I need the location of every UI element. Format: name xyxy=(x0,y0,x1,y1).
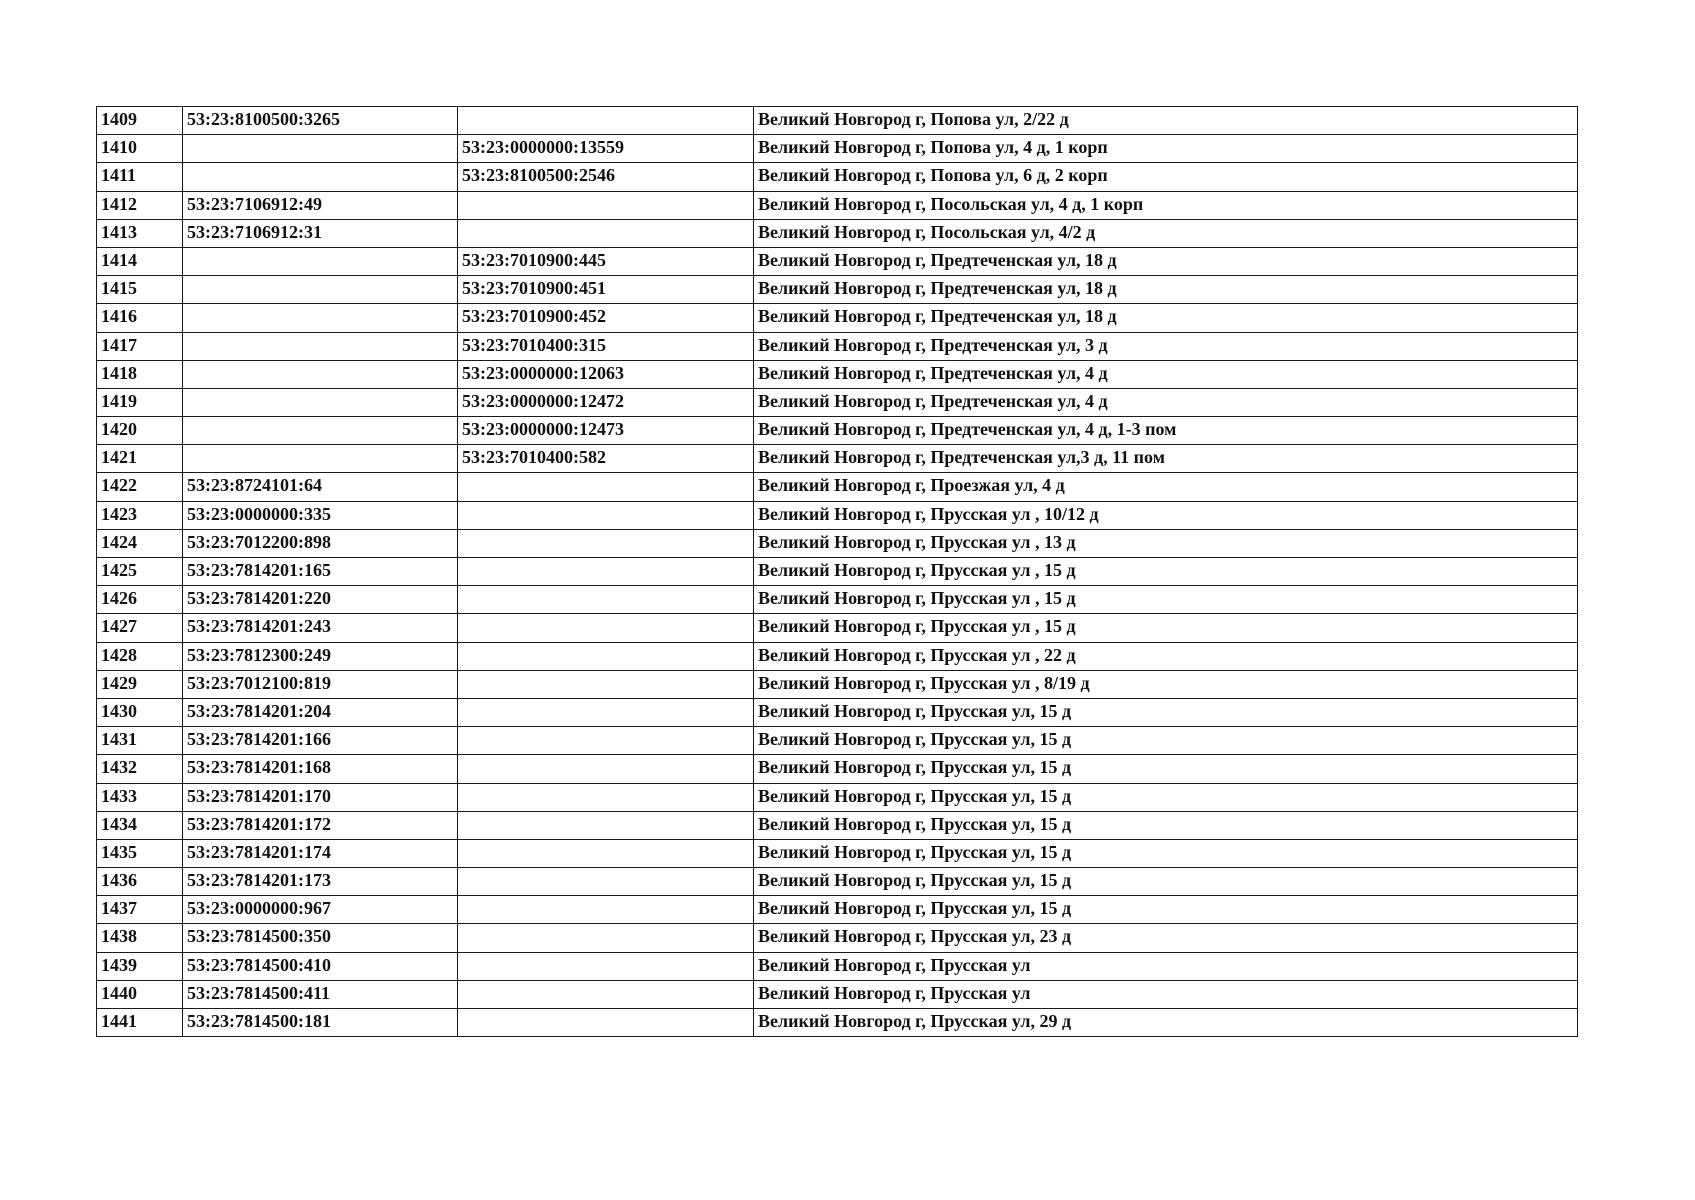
table-row xyxy=(97,501,1578,529)
row-number-cell: 1436 xyxy=(97,868,183,896)
cadastral-number-alt-cell: 53:23:7010900:452 xyxy=(458,304,754,332)
table-row xyxy=(97,868,1578,896)
cadastral-number-cell xyxy=(183,417,458,445)
cadastral-number-cell xyxy=(183,332,458,360)
table-row xyxy=(97,417,1578,445)
table-row xyxy=(97,1009,1578,1037)
cadastral-number-cell: 53:23:8724101:64 xyxy=(183,473,458,501)
cadastral-number-alt-cell xyxy=(458,670,754,698)
cadastral-number-cell: 53:23:7814500:411 xyxy=(183,980,458,1008)
row-number-cell: 1440 xyxy=(97,980,183,1008)
cadastral-number-alt-cell xyxy=(458,107,754,135)
row-number-cell: 1435 xyxy=(97,839,183,867)
address-cell: Великий Новгород г, Проезжая ул, 4 д xyxy=(754,473,1578,501)
row-number-cell: 1410 xyxy=(97,135,183,163)
cadastral-number-cell xyxy=(183,445,458,473)
row-number-cell: 1438 xyxy=(97,924,183,952)
cadastral-number-alt-cell xyxy=(458,924,754,952)
cadastral-number-cell: 53:23:0000000:335 xyxy=(183,501,458,529)
cadastral-number-cell: 53:23:0000000:967 xyxy=(183,896,458,924)
cadastral-number-alt-cell xyxy=(458,811,754,839)
cadastral-number-cell: 53:23:7814201:165 xyxy=(183,558,458,586)
table-row xyxy=(97,924,1578,952)
row-number-cell: 1423 xyxy=(97,501,183,529)
table-row xyxy=(97,135,1578,163)
cadastral-number-cell: 53:23:8100500:3265 xyxy=(183,107,458,135)
cadastral-number-alt-cell: 53:23:8100500:2546 xyxy=(458,163,754,191)
cadastral-number-cell: 53:23:7814500:181 xyxy=(183,1009,458,1037)
row-number-cell: 1432 xyxy=(97,755,183,783)
row-number-cell: 1426 xyxy=(97,586,183,614)
address-cell: Великий Новгород г, Прусская ул, 15 д xyxy=(754,839,1578,867)
table-row xyxy=(97,811,1578,839)
address-cell: Великий Новгород г, Прусская ул xyxy=(754,952,1578,980)
address-cell: Великий Новгород г, Попова ул, 2/22 д xyxy=(754,107,1578,135)
row-number-cell: 1412 xyxy=(97,191,183,219)
table-row xyxy=(97,473,1578,501)
table-row xyxy=(97,896,1578,924)
cadastral-number-alt-cell xyxy=(458,529,754,557)
cadastral-number-alt-cell xyxy=(458,473,754,501)
address-cell: Великий Новгород г, Прусская ул , 15 д xyxy=(754,586,1578,614)
table-row xyxy=(97,755,1578,783)
cadastral-number-cell: 53:23:7106912:31 xyxy=(183,219,458,247)
table-row xyxy=(97,727,1578,755)
address-cell: Великий Новгород г, Прусская ул, 15 д xyxy=(754,755,1578,783)
cadastral-number-cell xyxy=(183,135,458,163)
address-cell: Великий Новгород г, Предтеченская ул, 3 д xyxy=(754,332,1578,360)
cadastral-number-alt-cell xyxy=(458,783,754,811)
address-cell: Великий Новгород г, Посольская ул, 4 д, 1 корп xyxy=(754,191,1578,219)
row-number-cell: 1429 xyxy=(97,670,183,698)
row-number-cell: 1430 xyxy=(97,698,183,726)
table-row xyxy=(97,388,1578,416)
row-number-cell: 1433 xyxy=(97,783,183,811)
table-row xyxy=(97,247,1578,275)
row-number-cell: 1415 xyxy=(97,276,183,304)
row-number-cell: 1418 xyxy=(97,360,183,388)
row-number-cell: 1427 xyxy=(97,614,183,642)
table-row xyxy=(97,839,1578,867)
table-row xyxy=(97,698,1578,726)
table-row xyxy=(97,304,1578,332)
table-row xyxy=(97,219,1578,247)
row-number-cell: 1431 xyxy=(97,727,183,755)
registry-table-body xyxy=(97,107,1578,1037)
row-number-cell: 1417 xyxy=(97,332,183,360)
row-number-cell: 1420 xyxy=(97,417,183,445)
address-cell: Великий Новгород г, Попова ул, 4 д, 1 корп xyxy=(754,135,1578,163)
address-cell: Великий Новгород г, Прусская ул , 15 д xyxy=(754,558,1578,586)
address-cell: Великий Новгород г, Прусская ул , 22 д xyxy=(754,642,1578,670)
row-number-cell: 1409 xyxy=(97,107,183,135)
row-number-cell: 1414 xyxy=(97,247,183,275)
table-row xyxy=(97,980,1578,1008)
cadastral-number-alt-cell xyxy=(458,642,754,670)
cadastral-number-alt-cell: 53:23:0000000:12472 xyxy=(458,388,754,416)
cadastral-number-alt-cell: 53:23:7010900:445 xyxy=(458,247,754,275)
cadastral-number-cell xyxy=(183,247,458,275)
address-cell: Великий Новгород г, Прусская ул , 8/19 д xyxy=(754,670,1578,698)
address-cell: Великий Новгород г, Попова ул, 6 д, 2 корп xyxy=(754,163,1578,191)
row-number-cell: 1421 xyxy=(97,445,183,473)
table-row xyxy=(97,642,1578,670)
address-cell: Великий Новгород г, Прусская ул , 15 д xyxy=(754,614,1578,642)
address-cell: Великий Новгород г, Предтеченская ул,3 д, 11 пом xyxy=(754,445,1578,473)
cadastral-number-cell: 53:23:7814201:243 xyxy=(183,614,458,642)
cadastral-number-cell: 53:23:7814500:410 xyxy=(183,952,458,980)
table-row xyxy=(97,445,1578,473)
address-cell: Великий Новгород г, Прусская ул, 23 д xyxy=(754,924,1578,952)
cadastral-number-cell: 53:23:7106912:49 xyxy=(183,191,458,219)
cadastral-number-alt-cell xyxy=(458,191,754,219)
address-cell: Великий Новгород г, Прусская ул, 15 д xyxy=(754,783,1578,811)
row-number-cell: 1413 xyxy=(97,219,183,247)
cadastral-number-alt-cell xyxy=(458,219,754,247)
table-row xyxy=(97,586,1578,614)
cadastral-number-alt-cell xyxy=(458,980,754,1008)
table-row xyxy=(97,191,1578,219)
table-row xyxy=(97,360,1578,388)
row-number-cell: 1428 xyxy=(97,642,183,670)
cadastral-number-alt-cell: 53:23:7010400:582 xyxy=(458,445,754,473)
cadastral-number-alt-cell xyxy=(458,586,754,614)
cadastral-number-alt-cell xyxy=(458,698,754,726)
cadastral-number-cell: 53:23:7812300:249 xyxy=(183,642,458,670)
cadastral-number-cell: 53:23:7814201:173 xyxy=(183,868,458,896)
cadastral-number-cell xyxy=(183,276,458,304)
table-row xyxy=(97,107,1578,135)
address-cell: Великий Новгород г, Посольская ул, 4/2 д xyxy=(754,219,1578,247)
row-number-cell: 1434 xyxy=(97,811,183,839)
cadastral-number-alt-cell: 53:23:0000000:13559 xyxy=(458,135,754,163)
cadastral-number-cell: 53:23:7814500:350 xyxy=(183,924,458,952)
address-cell: Великий Новгород г, Прусская ул , 10/12 д xyxy=(754,501,1578,529)
address-cell: Великий Новгород г, Прусская ул, 15 д xyxy=(754,727,1578,755)
table-row xyxy=(97,163,1578,191)
cadastral-number-cell: 53:23:7814201:204 xyxy=(183,698,458,726)
cadastral-number-alt-cell xyxy=(458,727,754,755)
cadastral-number-cell: 53:23:7814201:172 xyxy=(183,811,458,839)
table-row xyxy=(97,332,1578,360)
address-cell: Великий Новгород г, Предтеченская ул, 18 д xyxy=(754,304,1578,332)
cadastral-number-cell: 53:23:7814201:166 xyxy=(183,727,458,755)
address-cell: Великий Новгород г, Предтеченская ул, 18 д xyxy=(754,276,1578,304)
address-cell: Великий Новгород г, Прусская ул xyxy=(754,980,1578,1008)
table-row xyxy=(97,558,1578,586)
cadastral-number-alt-cell xyxy=(458,558,754,586)
cadastral-number-alt-cell xyxy=(458,896,754,924)
address-cell: Великий Новгород г, Предтеченская ул, 4 д xyxy=(754,360,1578,388)
row-number-cell: 1422 xyxy=(97,473,183,501)
row-number-cell: 1441 xyxy=(97,1009,183,1037)
table-row xyxy=(97,670,1578,698)
cadastral-number-alt-cell xyxy=(458,755,754,783)
address-cell: Великий Новгород г, Прусская ул, 29 д xyxy=(754,1009,1578,1037)
row-number-cell: 1437 xyxy=(97,896,183,924)
registry-table xyxy=(96,106,1578,1037)
table-row xyxy=(97,783,1578,811)
table-row xyxy=(97,276,1578,304)
row-number-cell: 1411 xyxy=(97,163,183,191)
cadastral-number-alt-cell: 53:23:0000000:12473 xyxy=(458,417,754,445)
address-cell: Великий Новгород г, Прусская ул, 15 д xyxy=(754,698,1578,726)
cadastral-number-alt-cell xyxy=(458,1009,754,1037)
row-number-cell: 1419 xyxy=(97,388,183,416)
cadastral-number-alt-cell xyxy=(458,501,754,529)
cadastral-number-cell xyxy=(183,163,458,191)
address-cell: Великий Новгород г, Предтеченская ул, 4 д, 1-3 пом xyxy=(754,417,1578,445)
cadastral-number-cell: 53:23:7012200:898 xyxy=(183,529,458,557)
cadastral-number-alt-cell: 53:23:0000000:12063 xyxy=(458,360,754,388)
cadastral-number-alt-cell: 53:23:7010900:451 xyxy=(458,276,754,304)
cadastral-number-cell xyxy=(183,304,458,332)
table-row xyxy=(97,952,1578,980)
cadastral-number-alt-cell xyxy=(458,868,754,896)
cadastral-number-alt-cell xyxy=(458,839,754,867)
cadastral-number-alt-cell: 53:23:7010400:315 xyxy=(458,332,754,360)
cadastral-number-cell xyxy=(183,360,458,388)
cadastral-number-cell xyxy=(183,388,458,416)
row-number-cell: 1424 xyxy=(97,529,183,557)
row-number-cell: 1439 xyxy=(97,952,183,980)
address-cell: Великий Новгород г, Прусская ул, 15 д xyxy=(754,868,1578,896)
cadastral-number-cell: 53:23:7814201:170 xyxy=(183,783,458,811)
cadastral-number-cell: 53:23:7012100:819 xyxy=(183,670,458,698)
row-number-cell: 1425 xyxy=(97,558,183,586)
table-row xyxy=(97,614,1578,642)
row-number-cell: 1416 xyxy=(97,304,183,332)
address-cell: Великий Новгород г, Прусская ул, 15 д xyxy=(754,811,1578,839)
cadastral-number-alt-cell xyxy=(458,614,754,642)
cadastral-number-cell: 53:23:7814201:174 xyxy=(183,839,458,867)
table-row xyxy=(97,529,1578,557)
address-cell: Великий Новгород г, Прусская ул, 15 д xyxy=(754,896,1578,924)
address-cell: Великий Новгород г, Прусская ул , 13 д xyxy=(754,529,1578,557)
cadastral-number-cell: 53:23:7814201:220 xyxy=(183,586,458,614)
address-cell: Великий Новгород г, Предтеченская ул, 18 д xyxy=(754,247,1578,275)
cadastral-number-alt-cell xyxy=(458,952,754,980)
address-cell: Великий Новгород г, Предтеченская ул, 4 д xyxy=(754,388,1578,416)
cadastral-number-cell: 53:23:7814201:168 xyxy=(183,755,458,783)
